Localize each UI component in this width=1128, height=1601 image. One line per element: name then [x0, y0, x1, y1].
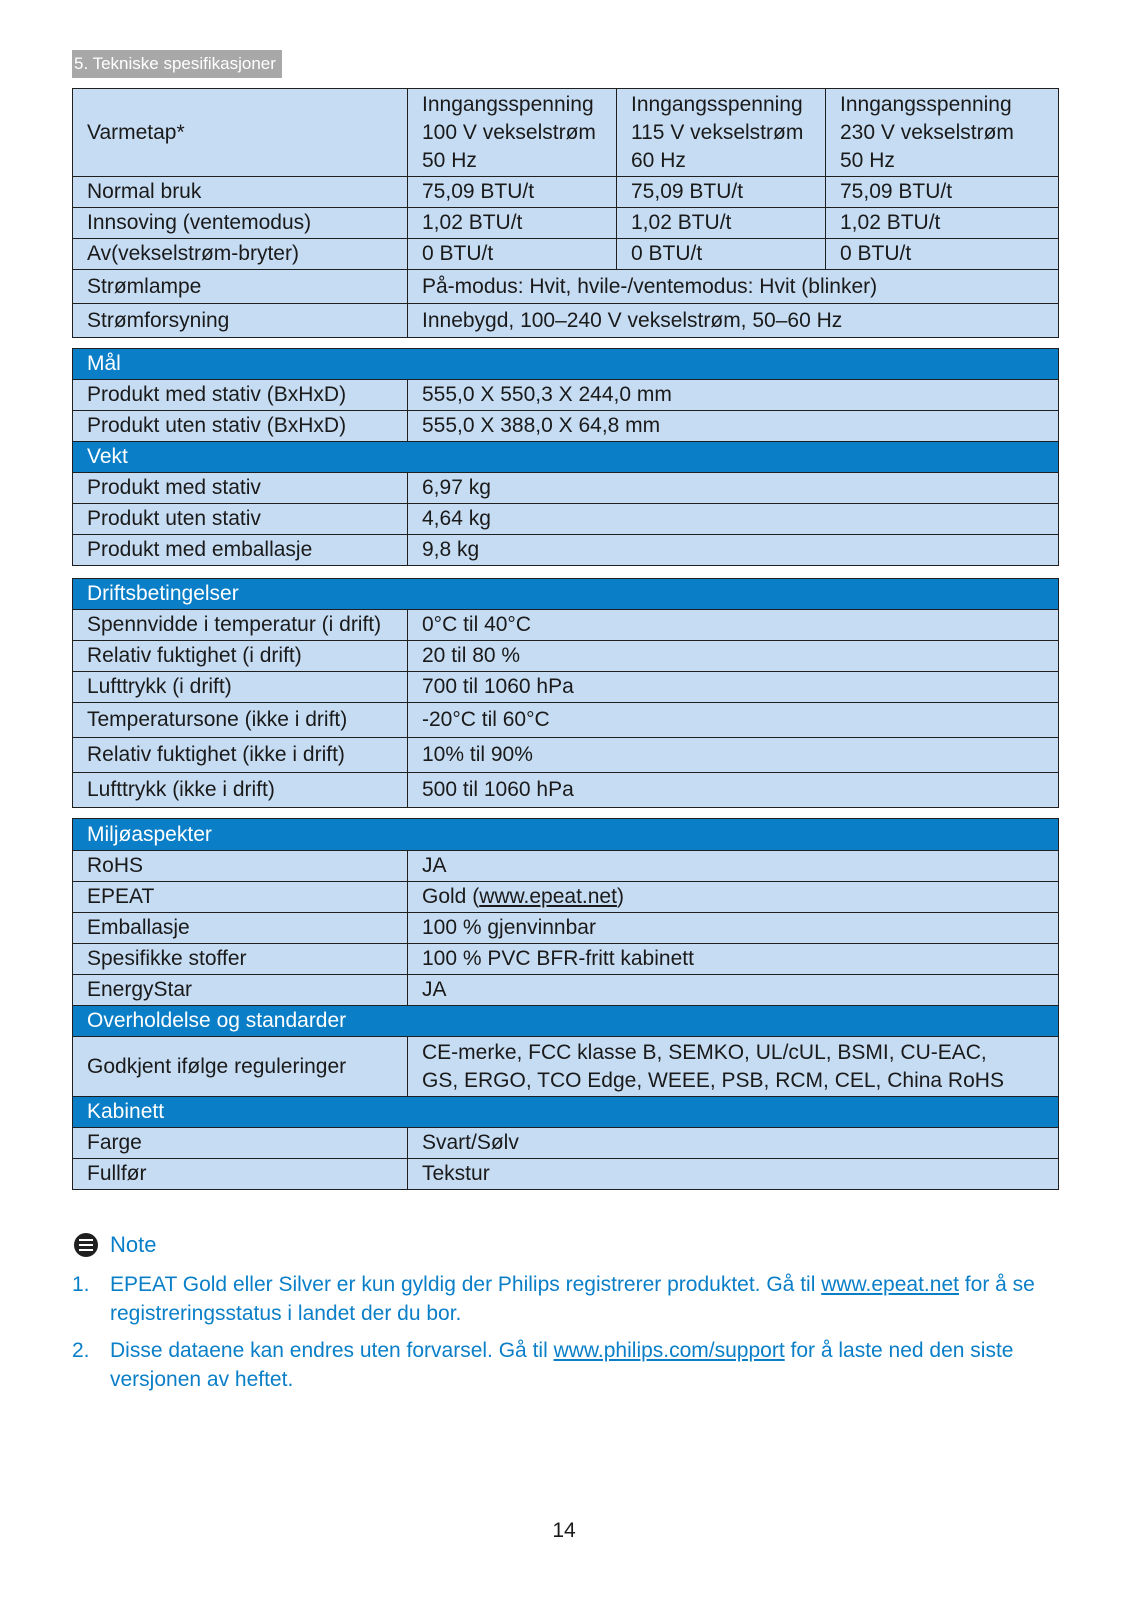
section-row: [73, 1097, 1059, 1128]
note-list: [72, 1270, 1062, 1402]
table-row: [73, 610, 1059, 641]
table-row: [73, 1128, 1059, 1159]
section-title-dimensions: Mål: [73, 349, 1059, 380]
cell-value: CE-merke, FCC klasse B, SEMKO, UL/cUL, BSMI, CU-EAC, GS, ERGO, TCO Edge, WEEE, PSB, RCM, CEL, China RoHS: [408, 1037, 1059, 1097]
row-label: Farge: [73, 1128, 408, 1159]
cell-value: 0°C til 40°C: [408, 610, 1059, 641]
cell-value: 700 til 1060 hPa: [408, 672, 1059, 703]
epeat-link[interactable]: www.epeat.net: [479, 885, 617, 908]
cell-value: 0 BTU/t: [826, 239, 1059, 270]
table-row: [73, 1159, 1059, 1190]
power-spec-table: [72, 88, 1059, 338]
cell-value: 555,0 X 550,3 X 244,0 mm: [408, 380, 1059, 411]
table-row: [73, 535, 1059, 566]
cell-value: 4,64 kg: [408, 504, 1059, 535]
table-row: [73, 380, 1059, 411]
row-label: Av(vekselstrøm-bryter): [73, 239, 408, 270]
cell-value: 555,0 X 388,0 X 64,8 mm: [408, 411, 1059, 442]
cell-value: 0 BTU/t: [408, 239, 617, 270]
table-row: [73, 738, 1059, 773]
cell-value: Svart/Sølv: [408, 1128, 1059, 1159]
table-row: [73, 270, 1059, 304]
row-label: Normal bruk: [73, 177, 408, 208]
cell-value: 100 % gjenvinnbar: [408, 913, 1059, 944]
row-label: Spennvidde i temperatur (i drift): [73, 610, 408, 641]
table-row: [73, 672, 1059, 703]
table-row: [73, 944, 1059, 975]
row-label: Spesifikke stoffer: [73, 944, 408, 975]
table-row: [73, 239, 1059, 270]
table-row: [73, 913, 1059, 944]
environment-compliance-table: [72, 818, 1059, 1190]
page-number: 14: [552, 1519, 576, 1542]
section-title-weight: Vekt: [73, 442, 1059, 473]
row-label: EnergyStar: [73, 975, 408, 1006]
section-title-environment: Miljøaspekter: [73, 819, 1059, 851]
cell-value: 9,8 kg: [408, 535, 1059, 566]
row-label: Relativ fuktighet (i drift): [73, 641, 408, 672]
list-item: 1. EPEAT Gold eller Silver er kun gyldig der Philips registrerer produktet. Gå til www.epeat.net for å se registreringsstatus i landet der du bor.: [72, 1273, 1035, 1325]
table-row: [73, 1037, 1059, 1097]
table-row: [73, 703, 1059, 738]
cell-value: Gold (www.epeat.net): [408, 882, 1059, 913]
row-label: Innsoving (ventemodus): [73, 208, 408, 239]
row-label: Produkt uten stativ: [73, 504, 408, 535]
voltage-header-230v: Inngangsspenning 230 V vekselstrøm 50 Hz: [826, 89, 1059, 177]
cell-value: 1,02 BTU/t: [617, 208, 826, 239]
cell-value: 0 BTU/t: [617, 239, 826, 270]
cell-value: 1,02 BTU/t: [408, 208, 617, 239]
table-row: [73, 304, 1059, 338]
cell-value: Innebygd, 100–240 V vekselstrøm, 50–60 Hz: [408, 304, 1059, 338]
row-label: EPEAT: [73, 882, 408, 913]
cell-value: -20°C til 60°C: [408, 703, 1059, 738]
row-label: Relativ fuktighet (ikke i drift): [73, 738, 408, 773]
row-label: Emballasje: [73, 913, 408, 944]
section-row: [73, 349, 1059, 380]
epeat-note-link[interactable]: www.epeat.net: [821, 1273, 959, 1296]
row-label: Produkt med stativ (BxHxD): [73, 380, 408, 411]
cell-value: 10% til 90%: [408, 738, 1059, 773]
table-row: [73, 773, 1059, 808]
row-label: Strømlampe: [73, 270, 408, 304]
row-label: Fullfør: [73, 1159, 408, 1190]
operating-conditions-table: [72, 578, 1059, 808]
section-header: 5. Tekniske spesifikasjoner: [72, 50, 282, 78]
section-title-cabinet: Kabinett: [73, 1097, 1059, 1128]
cell-value: JA: [408, 975, 1059, 1006]
section-row: [73, 1006, 1059, 1037]
row-label: Temperatursone (ikke i drift): [73, 703, 408, 738]
row-label: RoHS: [73, 851, 408, 882]
list-item: 2. Disse dataene kan endres uten forvarsel. Gå til www.philips.com/support for å laste ned den siste versjonen av heftet.: [72, 1339, 1014, 1391]
cell-value: JA: [408, 851, 1059, 882]
cell-value: 75,09 BTU/t: [826, 177, 1059, 208]
philips-support-link[interactable]: www.philips.com/support: [553, 1339, 785, 1362]
table-row: [73, 89, 1059, 177]
voltage-header-115v: Inngangsspenning 115 V vekselstrøm 60 Hz: [617, 89, 826, 177]
table-row: [73, 882, 1059, 913]
row-label: Lufttrykk (i drift): [73, 672, 408, 703]
row-label: Godkjent ifølge reguleringer: [73, 1037, 408, 1097]
cell-value: 75,09 BTU/t: [617, 177, 826, 208]
table-row: [73, 411, 1059, 442]
table-row: [73, 177, 1059, 208]
table-row: [73, 208, 1059, 239]
table-row: [73, 641, 1059, 672]
table-row: [73, 975, 1059, 1006]
note-heading: Note: [74, 1232, 156, 1258]
section-row: [73, 819, 1059, 851]
table-row: [73, 504, 1059, 535]
note-icon: [74, 1233, 98, 1257]
cell-value: 75,09 BTU/t: [408, 177, 617, 208]
voltage-header-100v: Inngangsspenning 100 V vekselstrøm 50 Hz: [408, 89, 617, 177]
cell-value: 500 til 1060 hPa: [408, 773, 1059, 808]
section-row: [73, 442, 1059, 473]
row-label: Produkt med emballasje: [73, 535, 408, 566]
cell-value: 6,97 kg: [408, 473, 1059, 504]
cell-value: 1,02 BTU/t: [826, 208, 1059, 239]
table-row: [73, 851, 1059, 882]
table-row: [73, 473, 1059, 504]
cell-value: På-modus: Hvit, hvile-/ventemodus: Hvit (blinker): [408, 270, 1059, 304]
cell-value: Tekstur: [408, 1159, 1059, 1190]
section-row: [73, 579, 1059, 610]
row-label: Varmetap*: [73, 89, 408, 177]
cell-value: 100 % PVC BFR-fritt kabinett: [408, 944, 1059, 975]
row-label: Produkt uten stativ (BxHxD): [73, 411, 408, 442]
row-label: Lufttrykk (ikke i drift): [73, 773, 408, 808]
dimensions-weight-table: [72, 348, 1059, 566]
row-label: Strømforsyning: [73, 304, 408, 338]
row-label: Produkt med stativ: [73, 473, 408, 504]
section-title-compliance: Overholdelse og standarder: [73, 1006, 1059, 1037]
cell-value: 20 til 80 %: [408, 641, 1059, 672]
section-title-operating: Driftsbetingelser: [73, 579, 1059, 610]
